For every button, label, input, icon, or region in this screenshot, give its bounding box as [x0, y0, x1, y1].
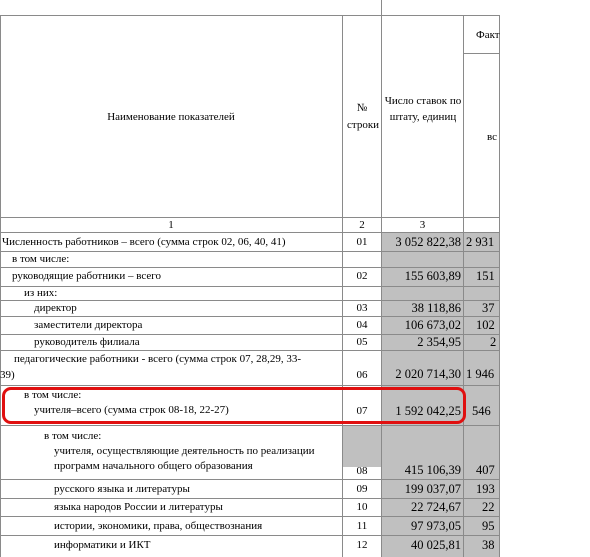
highlight-annotation	[2, 387, 466, 424]
table-row-label: заместители директора	[34, 319, 143, 331]
table-row-fact: 95	[482, 519, 495, 533]
table-row-fact: 38	[482, 538, 495, 552]
table-row-label: руководитель филиала	[34, 336, 140, 348]
table-row-fact: 193	[476, 482, 495, 496]
table-row-value: 199 037,07	[404, 482, 461, 496]
grid-h-fact-sub	[463, 53, 500, 54]
header-fact: Факт	[476, 29, 500, 41]
table-row-line: 10	[356, 501, 368, 513]
table-row-label: директор	[34, 302, 77, 314]
grid-h-r06	[0, 385, 500, 386]
table-row-label: руководящие работники – всего	[12, 270, 161, 282]
grid-h-r02	[0, 286, 500, 287]
grid-h-r05	[0, 350, 500, 351]
col-number-3: 3	[419, 219, 426, 231]
table-row-value: 97 973,05	[411, 519, 461, 533]
header-name-column: Наименование показателей	[107, 111, 235, 123]
grid-h-r10	[0, 516, 500, 517]
table-row-line: 12	[356, 539, 368, 551]
grid-h-r11	[0, 535, 500, 536]
table-row-fact: 1 946	[466, 367, 495, 381]
table-row-label-cont: учителя, осуществляющие деятельность по реализации	[54, 445, 315, 457]
header-line-number: № строки	[347, 102, 380, 131]
table-row-label: информатики и ИКТ	[54, 539, 151, 551]
table-row-value: 2 354,95	[417, 335, 461, 349]
table-row-line: 05	[356, 336, 368, 348]
table-row-label-cont: программ начального общего образования	[54, 460, 253, 472]
table-row-value: 3 052 822,38	[395, 235, 461, 249]
col-number-2: 2	[359, 219, 365, 231]
header-fact-sub: вс	[487, 131, 498, 143]
header-rate-count: Число ставок по штату, единиц	[384, 95, 462, 123]
table-row-value: 155 603,89	[404, 269, 461, 283]
table-row-fact: 37	[482, 301, 495, 315]
table-row-label-cont: 39)	[0, 369, 15, 381]
grid-h-r07	[0, 425, 500, 426]
table-row-line: 09	[356, 483, 368, 495]
grid-h-r08	[0, 479, 500, 480]
grid-h-r09	[0, 498, 500, 499]
table-row-value: 40 025,81	[411, 538, 461, 552]
table-row-value: 2 020 714,30	[395, 367, 461, 381]
table-row-value: 1 592 042,25	[395, 404, 461, 418]
grid-h-r01	[0, 251, 500, 252]
table-row-value: 38 118,86	[411, 301, 461, 315]
table-row-line: 08	[356, 465, 368, 477]
table-row-label: в том числе:	[24, 389, 82, 401]
table-row-fact: 2 931	[466, 235, 495, 249]
grid-h-top	[0, 15, 500, 16]
table-row-line: 04	[356, 319, 368, 331]
table-row-fact: 102	[476, 318, 495, 332]
table-row-label: в том числе:	[44, 430, 102, 442]
table-row-value: 106 673,02	[404, 318, 461, 332]
table-row-label-cont: учителя–всего (сумма строк 08-18, 22-27)	[34, 404, 229, 416]
grid-h-r02-top	[0, 267, 500, 268]
shade-col2-block	[342, 426, 382, 467]
table-row-label: из них:	[24, 287, 58, 299]
table-row-line: 03	[356, 302, 368, 314]
table-row-fact: 546	[472, 404, 491, 418]
table-row-line: 02	[356, 270, 368, 282]
table-row-value: 415 106,39	[404, 463, 461, 477]
grid-h-r03	[0, 316, 500, 317]
table-row-line: 07	[356, 405, 368, 417]
table-row-label: языка народов России и литературы	[54, 501, 223, 513]
table-row-fact: 22	[482, 500, 495, 514]
table-row-label: педагогические работники - всего (сумма строк 07, 28,29, 33-	[14, 353, 302, 365]
table-row-line: 06	[356, 369, 368, 381]
table-row-line: 01	[356, 236, 368, 248]
table-row-line: 11	[356, 520, 368, 532]
table-row-label: истории, экономики, права, обществознания	[54, 520, 263, 532]
table-row-fact: 151	[476, 269, 495, 283]
table-row-value: 22 724,67	[411, 500, 461, 514]
table-row-label: Численность работников – всего (сумма строк 02, 06, 40, 41)	[2, 236, 286, 248]
table-row-fact: 407	[476, 463, 495, 477]
table-row-label: в том числе:	[12, 253, 70, 265]
col-number-1: 1	[168, 219, 174, 231]
table-row-label: русского языка и литературы	[54, 483, 190, 495]
table-row-fact: 2	[490, 335, 497, 349]
